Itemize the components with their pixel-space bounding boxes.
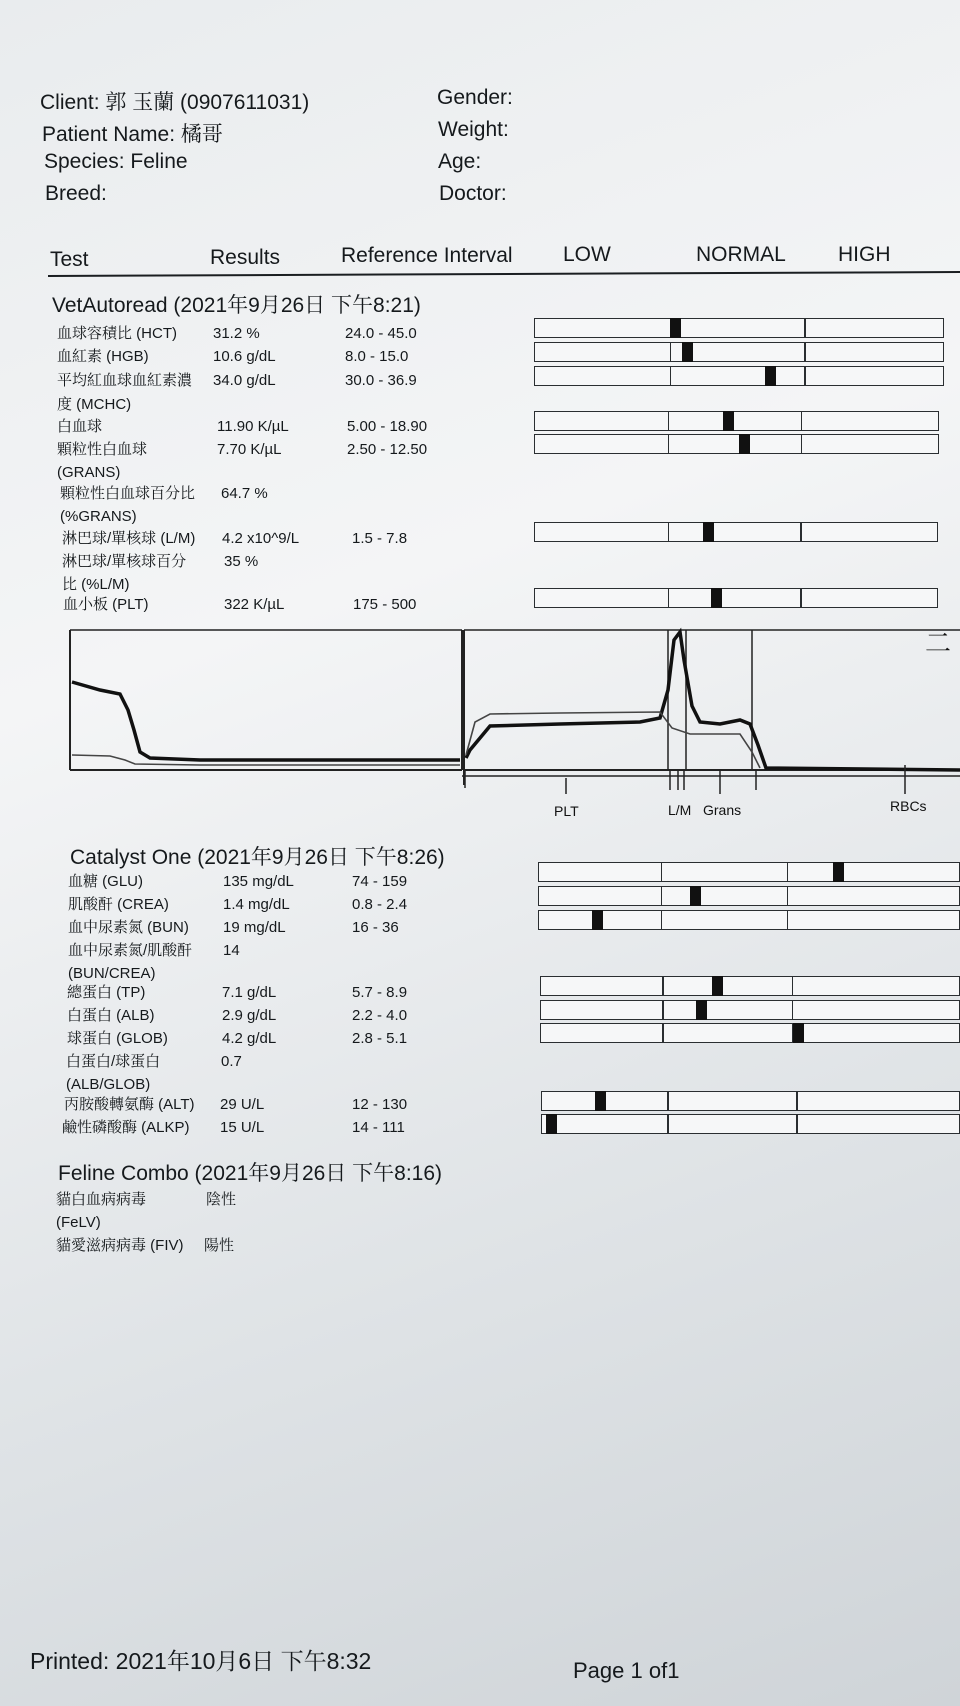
ref-bun: 16 - 36: [352, 919, 399, 936]
wbc-histogram-panel: [464, 628, 960, 785]
result-hct: 31.2 %: [213, 325, 260, 342]
client-label: Client: 郭 玉蘭 (0907611031): [40, 91, 310, 114]
gauge-marker: [765, 366, 776, 386]
gender-label: Gender:: [437, 86, 513, 109]
result-alt: 29 U/L: [220, 1096, 265, 1113]
combo-title: Feline Combo (2021年9月26日 下午8:16): [58, 1162, 443, 1185]
gauge-tp: [540, 976, 960, 996]
gauge-marker: [696, 1000, 707, 1020]
gauge-marker: [723, 411, 734, 431]
label-rbcs: RBCs: [890, 798, 927, 814]
test-name-alb-glob: 白蛋白/球蛋白: [66, 1053, 161, 1070]
result-pct-lm: 35 %: [224, 553, 259, 570]
result-lm: 4.2 x10^9/L: [222, 530, 300, 547]
gauge-wbc: [534, 411, 939, 431]
ref-glu: 74 - 159: [352, 873, 408, 890]
ref-alkp: 14 - 111: [352, 1119, 405, 1136]
gauge-hct: [534, 318, 944, 338]
test-name-grans: 顆粒性白血球: [57, 441, 148, 458]
ref-wbc: 5.00 - 18.90: [347, 418, 428, 435]
weight-label: Weight:: [438, 118, 509, 141]
result-alb: 2.9 g/dL: [222, 1007, 277, 1024]
ref-grans: 2.50 - 12.50: [347, 441, 428, 458]
gauge-marker: [690, 886, 701, 906]
col-high: HIGH: [838, 243, 891, 266]
test-name-bun-crea: 血中尿素氮/肌酸酐: [68, 942, 193, 959]
result-pct-grans: 64.7 %: [221, 485, 268, 502]
result-alb-glob: 0.7: [221, 1053, 242, 1070]
rbc-histogram-panel: [70, 630, 462, 770]
test-name-alb-glob-2: (ALB/GLOB): [66, 1076, 151, 1093]
result-glu: 135 mg/dL: [223, 873, 294, 890]
result-wbc: 11.90 K/µL: [217, 418, 289, 435]
label-lm: L/M: [668, 802, 692, 818]
gauge-hgb: [534, 342, 944, 362]
ref-alb: 2.2 - 4.0: [352, 1007, 408, 1024]
test-name-mchc: 平均紅血球血紅素濃: [57, 372, 193, 389]
result-tp: 7.1 g/dL: [222, 984, 277, 1001]
result-fiv: 陽性: [204, 1237, 235, 1254]
test-name-bun-crea-2: (BUN/CREA): [68, 965, 156, 982]
test-name-glu: 血糖 (GLU): [68, 873, 144, 890]
col-test: Test: [50, 248, 89, 271]
result-grans: 7.70 K/µL: [217, 441, 282, 458]
gauge-mchc: [534, 366, 944, 386]
gauge-marker: [682, 342, 693, 362]
result-bun-crea: 14: [223, 942, 240, 959]
test-name-bun: 血中尿素氮 (BUN): [68, 919, 189, 936]
page-number: Page 1 of1: [573, 1658, 680, 1683]
ref-mchc: 30.0 - 36.9: [345, 372, 417, 389]
patient-name-label: Patient Name: 橘哥: [42, 123, 223, 146]
test-name-fiv: 貓愛滋病病毒 (FIV): [56, 1237, 184, 1254]
result-plt: 322 K/µL: [224, 596, 285, 613]
test-name-pct-lm: 淋巴球/單核球百分: [62, 553, 187, 570]
breed-label: Breed:: [45, 182, 107, 205]
gauge-marker: [739, 434, 750, 454]
test-name-grans-2: (GRANS): [57, 464, 121, 481]
test-name-glob: 球蛋白 (GLOB): [67, 1030, 168, 1047]
test-name-hct: 血球容積比 (HCT): [57, 325, 177, 342]
test-name-crea: 肌酸酐 (CREA): [68, 896, 169, 913]
gauge-crea: [538, 886, 960, 906]
label-plt: PLT: [554, 803, 579, 819]
ref-alt: 12 - 130: [352, 1096, 408, 1113]
species-label: Species: Feline: [44, 150, 188, 173]
ref-tp: 5.7 - 8.9: [352, 984, 408, 1001]
test-name-pct-lm-2: 比 (%L/M): [62, 576, 130, 593]
printed-date: Printed: 2021年10月6日 下午8:32: [30, 1648, 372, 1674]
ref-hgb: 8.0 - 15.0: [345, 348, 409, 365]
ref-lm: 1.5 - 7.8: [352, 530, 408, 547]
result-crea: 1.4 mg/dL: [223, 896, 290, 913]
gauge-marker: [592, 910, 603, 930]
col-results: Results: [210, 246, 281, 269]
test-name-lm: 淋巴球/單核球 (L/M): [62, 530, 196, 547]
cell-histograms: [0, 620, 960, 825]
col-reference: Reference Interval: [341, 244, 513, 267]
ref-hct: 24.0 - 45.0: [345, 325, 417, 342]
test-name-alb: 白蛋白 (ALB): [67, 1007, 155, 1024]
test-name-hgb: 血紅素 (HGB): [57, 348, 149, 365]
gauge-bun: [538, 910, 960, 930]
vetautoread-title: VetAutoread (2021年9月26日 下午8:21): [52, 294, 421, 317]
gauge-marker: [595, 1091, 606, 1111]
result-felv: 陰性: [206, 1191, 237, 1208]
gauge-lm: [534, 522, 938, 542]
ref-plt: 175 - 500: [353, 596, 417, 613]
test-name-pct-grans: 顆粒性白血球百分比: [60, 485, 196, 502]
col-low: LOW: [563, 243, 611, 266]
gauge-glob: [540, 1023, 960, 1043]
result-alkp: 15 U/L: [220, 1119, 265, 1136]
gauge-marker: [833, 862, 844, 882]
gauge-marker: [711, 588, 722, 608]
result-hgb: 10.6 g/dL: [213, 348, 276, 365]
svg-text:二: 二: [925, 628, 952, 658]
label-grans: Grans: [703, 802, 742, 818]
gauge-glu: [538, 862, 960, 882]
gauge-marker: [546, 1114, 557, 1134]
ref-glob: 2.8 - 5.1: [352, 1030, 408, 1047]
gauge-marker: [670, 318, 681, 338]
gauge-marker: [712, 976, 723, 996]
test-name-felv: 貓白血病病毒: [56, 1191, 147, 1208]
gauge-marker: [793, 1023, 804, 1043]
test-name-felv-2: (FeLV): [56, 1214, 101, 1231]
test-name-mchc-2: 度 (MCHC): [57, 396, 132, 413]
test-name-plt: 血小板 (PLT): [63, 596, 149, 613]
result-mchc: 34.0 g/dL: [213, 372, 276, 389]
result-glob: 4.2 g/dL: [222, 1030, 277, 1047]
gauge-alb: [540, 1000, 960, 1020]
catalyst-title: Catalyst One (2021年9月26日 下午8:26): [70, 846, 445, 869]
header-rule: [48, 271, 960, 277]
gauge-marker: [703, 522, 714, 542]
test-name-pct-grans-2: (%GRANS): [60, 508, 137, 525]
test-name-alkp: 鹼性磷酸酶 (ALKP): [62, 1119, 190, 1136]
gauge-grans: [534, 434, 939, 454]
doctor-label: Doctor:: [439, 182, 507, 205]
gauge-plt: [534, 588, 938, 608]
test-name-tp: 總蛋白 (TP): [67, 984, 146, 1001]
test-name-alt: 丙胺酸轉氨酶 (ALT): [64, 1096, 195, 1113]
gauge-alt: [541, 1091, 960, 1111]
ref-crea: 0.8 - 2.4: [352, 896, 408, 913]
result-bun: 19 mg/dL: [223, 919, 286, 936]
test-name-wbc: 白血球: [57, 418, 103, 435]
gauge-alkp: [541, 1114, 960, 1134]
col-normal: NORMAL: [696, 243, 786, 266]
age-label: Age:: [438, 150, 482, 173]
